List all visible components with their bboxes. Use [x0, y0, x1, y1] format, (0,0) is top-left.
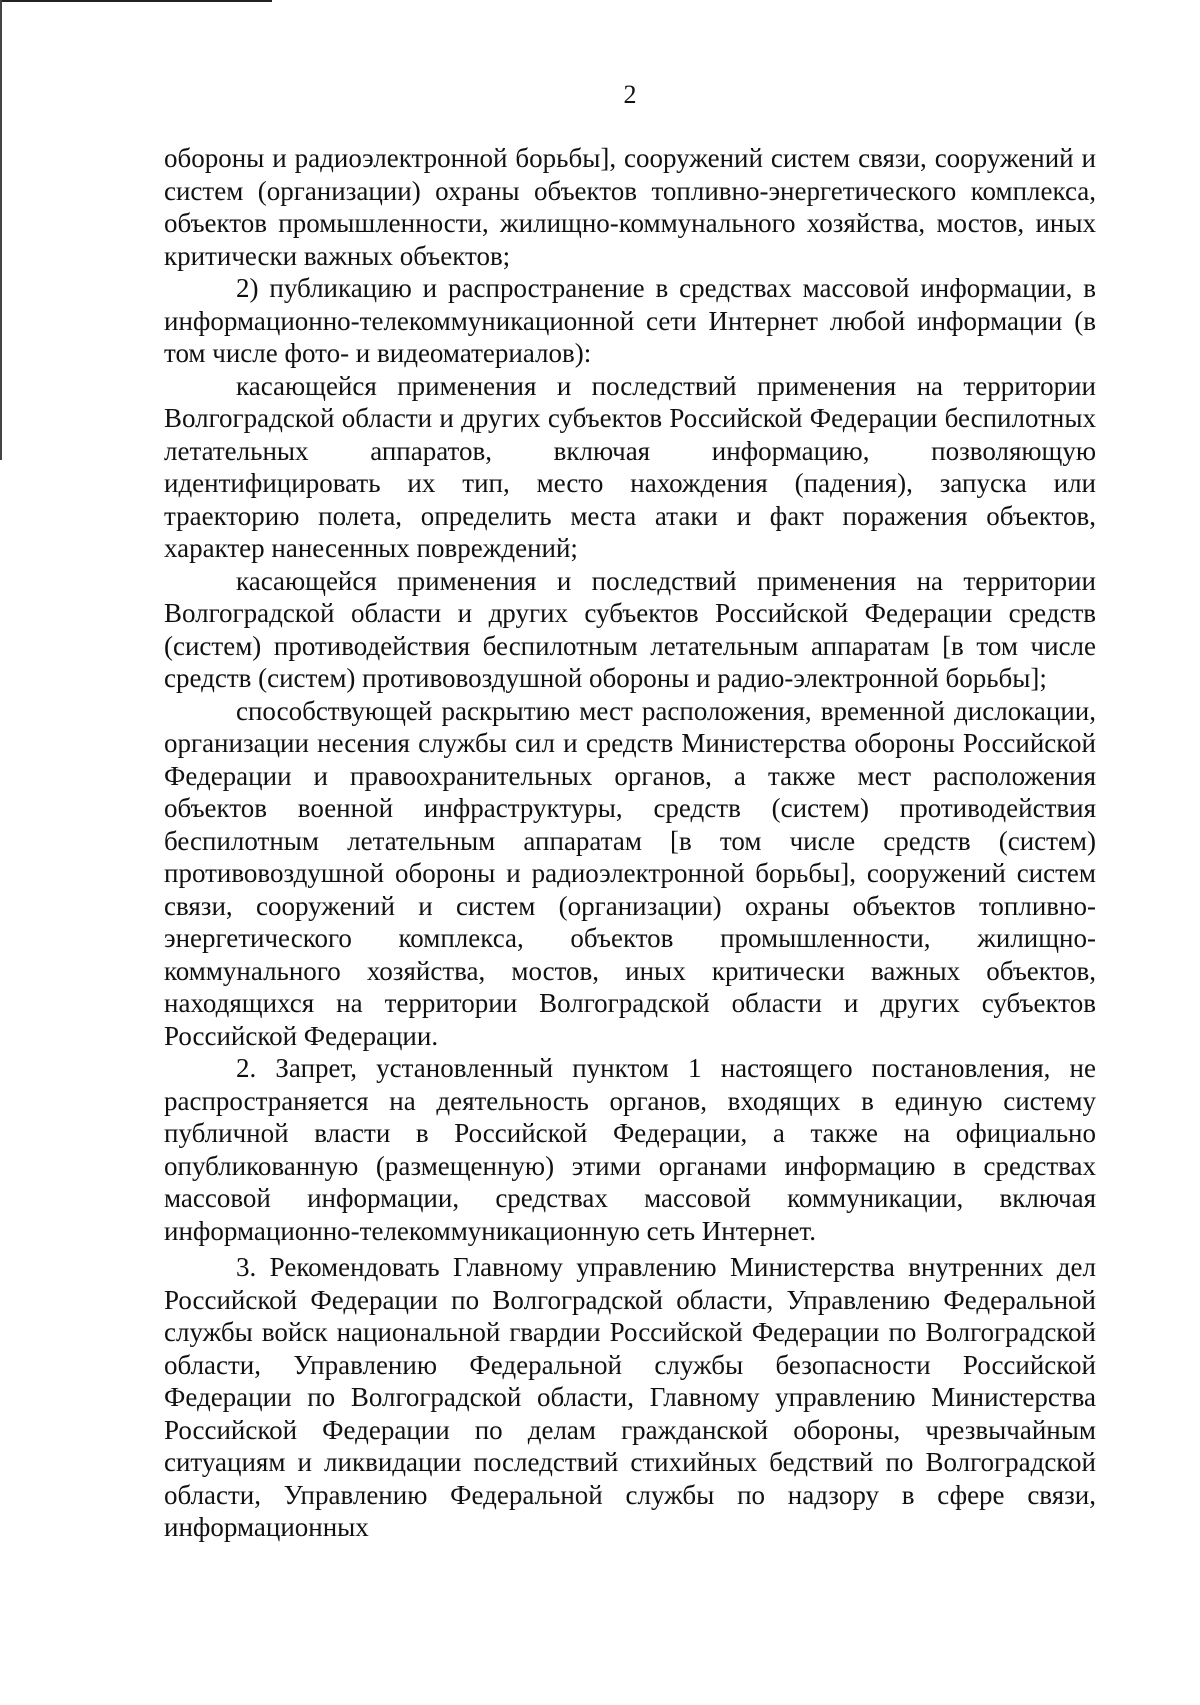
page-number: 2 [623, 80, 637, 109]
paragraph-countermeasures: касающейся применения и последствий применения на территории Волгоградской области и других субъектов Российской Федерации средств (систем) противодействия беспилотным летательным аппаратам [в том числе средств (систем) противовоздушной обороны и радио-электронной борьбы]; [164, 565, 1096, 693]
paragraph-item-2: 2) публикацию и распространение в средствах массовой информации, в информационно-телекоммуникационной сети Интернет любой информации (в том числе фото- и видеоматериалов): [164, 273, 1096, 368]
scan-edge-top [0, 0, 272, 2]
paragraph-uav-usage: касающейся применения и последствий применения на территории Волгоградской области и других субъектов Российской Федерации беспилотных летательных аппаратов, включая информацию, позволяющую идентифицировать их тип, место нахождения (падения), запуска или траекторию полета, определить места атаки и факт поражения объектов, характер нанесенных повреждений; [164, 370, 1096, 563]
paragraph-disclosure-locations: способствующей раскрытию мест расположения, временной дислокации, организации несения службы сил и средств Министерства обороны Российской Федерации и правоохранительных органов, а также мест расположения объектов военной инфраструктуры, средств (систем) противодействия беспилотным летательным аппаратам [в том числе средств (систем) противовоздушной обороны и радиоэлектронной борьбы], сооружений систем связи, сооружений и систем (организации) охраны объектов топливно-энергетического комплекса, объектов промышленности, жилищно-коммунального хозяйства, мостов, иных критически важных объектов, находящихся на территории Волгоградской области и других субъектов Российской Федерации. [164, 695, 1096, 1051]
document-body [164, 142, 1096, 1544]
paragraph-continuation: обороны и радиоэлектронной борьбы], сооружений систем связи, сооружений и систем (организации) охраны объектов топливно-энергетического комплекса, объектов промышленности, жилищно-коммунального хозяйства, мостов, иных критически важных объектов; [164, 143, 1096, 271]
scan-edge-left [0, 0, 2, 460]
paragraph-point-3: 3. Рекомендовать Главному управлению Министерства внутренних дел Российской Федерации по Волгоградской области, Управлению Федеральной службы войск национальной гвардии Российской Федерации по Волгоградской области, Управлению Федеральной службы безопасности Российской Федерации по Волгоградской области, Главному управлению Министерства Российской Федерации по делам гражданской обороны, чрезвычайным ситуациям и ликвидации последствий стихийных бедствий по Волгоградской области, Управлению Федеральной службы по надзору в сфере связи, информационных [164, 1252, 1096, 1542]
paragraph-point-2: 2. Запрет, установленный пунктом 1 настоящего постановления, не распространяется на деятельность органов, входящих в единую систему публичной власти в Российской Федерации, а также на официально опубликованную (размещенную) этими органами информацию в средствах массовой информации, средствах массовой коммуникации, включая информационно-телекоммуникационную сеть Интернет. [164, 1053, 1096, 1246]
